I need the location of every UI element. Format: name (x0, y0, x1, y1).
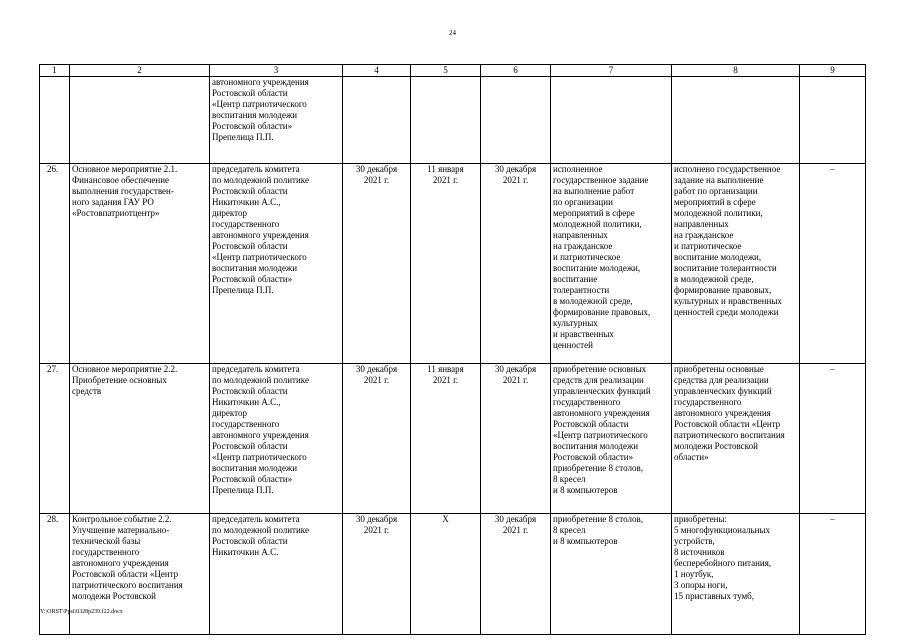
cell-fact-start: 11 января 2021 г. (411, 364, 481, 514)
cell-fact-end: 30 декабря 2021 г. (481, 364, 551, 514)
cell-fact-end: 30 декабря 2021 г. (481, 164, 551, 364)
cell-plan-end (343, 77, 411, 164)
page-number: 24 (449, 29, 456, 37)
cell-measure (70, 77, 210, 164)
cell-fact-end (481, 77, 551, 164)
cell-measure: Основное мероприятие 2.1. Финансовое обеспечение выполнения государствен- ного задания ГАУ РО «Ростовпатриотцентр» (70, 164, 210, 364)
column-header: 2 (70, 65, 210, 77)
document-file-path: Y:\ORST\Ppsi\0328p239.f22.docx (40, 609, 123, 615)
cell-actual-result: исполнено государственное задание на выполнение работ по организации мероприятий в сфере молодежной политики, направленных на гражданское и патриотическое воспитание молодежи, воспитание толерантности в молодежной среде, формирование правовых, культурных и нравственных ценностей среди молодежи (672, 164, 800, 364)
table-row (40, 164, 866, 364)
cell-fact-end: 30 декабря 2021 г. (481, 514, 551, 635)
cell-plan-end: 30 декабря 2021 г. (343, 164, 411, 364)
cell-fact-start: X (411, 514, 481, 635)
cell-measure: Контрольное событие 2.2. Улучшение материально- технической базы государственного автономного учреждения Ростовской области «Центр патриотического воспитания молодежи Ростовской (70, 514, 210, 635)
cell-executor: председатель комитета по молодежной политике Ростовской области Никиточкин А.С., директор государственного автономного учреждения Ростовской области «Центр патриотического воспитания молодежи Ростовской области» Препелица П.П. (210, 364, 343, 514)
cell-actual-result (672, 77, 800, 164)
cell-note: – (800, 364, 866, 514)
cell-note (800, 77, 866, 164)
column-header: 8 (672, 65, 800, 77)
cell-planned-result: приобретение основных средств для реализации управленческих функций государственного автономного учреждения Ростовской области «Центр патриотического воспитания молодежи Ростовской области» приобретение 8 столов, 8 кресел и 8 компьютеров (551, 364, 672, 514)
cell-executor: председатель комитета по молодежной политике Ростовской области Никиточкин А.С., директор государственного автономного учреждения Ростовской области «Центр патриотического воспитания молодежи Ростовской области» Препелица П.П. (210, 164, 343, 364)
cell-actual-result: приобретены основные средства для реализации управленческих функций государственного автономного учреждения Ростовской области «Центр патриотического воспитания молодежи Ростовской области» (672, 364, 800, 514)
table-row-continuation (40, 77, 866, 164)
column-header: 4 (343, 65, 411, 77)
cell-num: 28. (40, 514, 70, 635)
cell-planned-result (551, 77, 672, 164)
column-header: 5 (411, 65, 481, 77)
cell-fact-start (411, 77, 481, 164)
cell-note: – (800, 164, 866, 364)
cell-num: 27. (40, 364, 70, 514)
cell-plan-end: 30 декабря 2021 г. (343, 364, 411, 514)
cell-planned-result: исполненное государственное задание на выполнение работ по организации мероприятий в сфере молодежной политики, направленных на гражданское и патриотическое воспитание молодежи, воспитание толерантности в молодежной среде, формирование правовых, культурных и нравственных ценностей (551, 164, 672, 364)
cell-num: 26. (40, 164, 70, 364)
column-header: 9 (800, 65, 866, 77)
cell-planned-result: приобретение 8 столов, 8 кресел и 8 компьютеров (551, 514, 672, 635)
table-row (40, 514, 866, 635)
cell-executor: председатель комитета по молодежной политике Ростовской области Никиточкин А.С. (210, 514, 343, 635)
cell-executor: автономного учреждения Ростовской области «Центр патриотического воспитания молодежи Ростовской области» Препелица П.П. (210, 77, 343, 164)
cell-num (40, 77, 70, 164)
cell-fact-start: 11 января 2021 г. (411, 164, 481, 364)
cell-note: – (800, 514, 866, 635)
table-row (40, 364, 866, 514)
column-header: 1 (40, 65, 70, 77)
cell-plan-end: 30 декабря 2021 г. (343, 514, 411, 635)
column-header: 6 (481, 65, 551, 77)
cell-actual-result: приобретены: 5 многофункциональных устройств, 8 источников бесперебойного питания, 1 ноутбук, 3 опоры ноги, 15 приставных тумб, (672, 514, 800, 635)
cell-measure: Основное мероприятие 2.2. Приобретение основных средств (70, 364, 210, 514)
column-header: 3 (210, 65, 343, 77)
column-number-row (40, 65, 866, 77)
report-table (39, 64, 866, 635)
column-header: 7 (551, 65, 672, 77)
